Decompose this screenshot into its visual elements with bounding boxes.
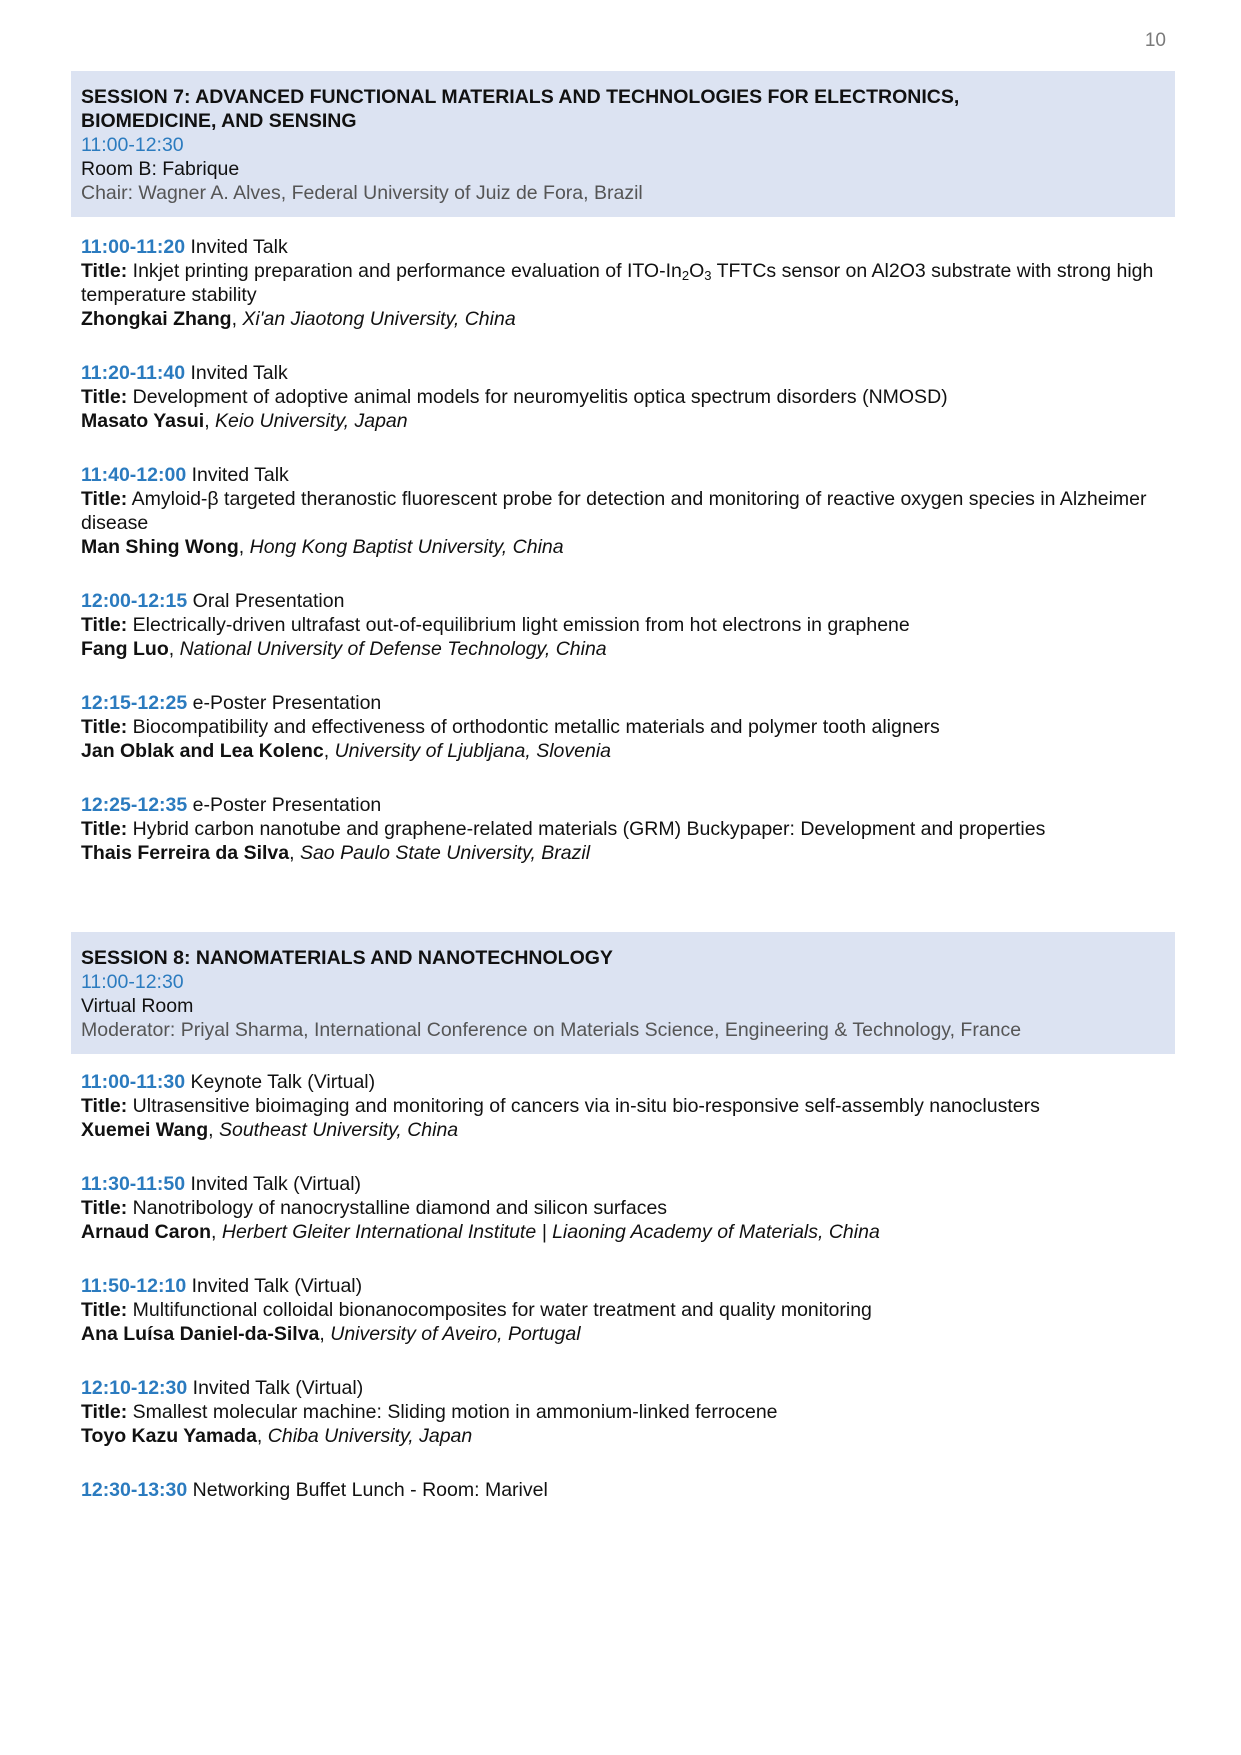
talk-author: Zhongkai Zhang (81, 308, 232, 330)
talk-time: 12:30-13:30 (81, 1479, 188, 1501)
talk-affiliation: University of Ljubljana, Slovenia (334, 740, 611, 762)
session-time: 11:00-12:30 (81, 971, 184, 993)
title-text: Nanotribology of nanocrystalline diamond and silicon surfaces (127, 1197, 668, 1219)
talk-title (81, 1298, 1171, 1322)
title-text: Inkjet printing preparation and performance evaluation of ITO-In (127, 260, 682, 282)
talk-title (81, 487, 1171, 535)
title-text: Ultrasensitive bioimaging and monitoring of cancers via in-situ bio-responsive self-assembly nanoclusters (127, 1095, 1040, 1117)
talk-affiliation: University of Aveiro, Portugal (330, 1323, 581, 1345)
title-label: Title: (81, 614, 128, 636)
talk-time: 12:15-12:25 (81, 692, 188, 714)
talk-item: 12:10-12:30 Invited Talk (Virtual) Title: Smallest molecular machine: Sliding motion in ammonium-linked ferrocene Toyo Kazu Yamada, Chiba University, Japan (81, 1376, 1171, 1448)
talk-item: 11:30-11:50 Invited Talk (Virtual) Title: Nanotribology of nanocrystalline diamond and silicon surfaces Arnaud Caron, Herbert Gleiter International Institute | Liaoning Academy of Materials, China (81, 1172, 1171, 1244)
talk-type: Invited Talk (185, 236, 288, 258)
talk-title (81, 1196, 1171, 1220)
title-label: Title: (81, 260, 128, 282)
session-8-talks (81, 1070, 1171, 1532)
title-text: Amyloid-β targeted theranostic fluorescent probe for detection and monitoring of reactive oxygen species in Alzheimer disease (81, 488, 1147, 534)
session-room: Room B: Fabrique (81, 158, 240, 180)
talk-title (81, 1094, 1171, 1118)
talk-title (81, 817, 1171, 841)
title-label: Title: (81, 716, 128, 738)
session-time: 11:00-12:30 (81, 134, 184, 156)
talk-affiliation: Hong Kong Baptist University, China (249, 536, 564, 558)
talk-time: 11:20-11:40 (81, 362, 186, 384)
title-label: Title: (81, 818, 128, 840)
talk-time: 11:00-11:30 (81, 1071, 186, 1093)
talk-affiliation: Herbert Gleiter International Institute | Liaoning Academy of Materials, China (221, 1221, 880, 1243)
talk-item: 11:20-11:40 Invited Talk Title: Development of adoptive animal models for neuromyelitis optica spectrum disorders (NMOSD) Masato Yasui, Keio University, Japan (81, 361, 1171, 433)
session-8-header (71, 932, 1175, 1054)
talk-author: Ana Luísa Daniel-da-Silva (81, 1323, 320, 1345)
talk-type: Invited Talk (185, 362, 288, 384)
talk-type: Invited Talk (186, 464, 289, 486)
title-text: O (689, 260, 705, 282)
title-text: TFTCs sensor on Al2O3 substrate with strong high temperature stability (81, 260, 1154, 306)
talk-title (81, 613, 1171, 637)
talk-time: 12:00-12:15 (81, 590, 188, 612)
talk-item: 12:00-12:15 Oral Presentation Title: Electrically-driven ultrafast out-of-equilibrium light emission from hot electrons in graphene Fang Luo, National University of Defense Technology, China (81, 589, 1171, 661)
title-text: Smallest molecular machine: Sliding motion in ammonium-linked ferrocene (127, 1401, 778, 1423)
talk-author: Thais Ferreira da Silva (81, 842, 290, 864)
talk-title (81, 1400, 1171, 1424)
talk-author: Toyo Kazu Yamada (81, 1425, 257, 1447)
talk-affiliation: Sao Paulo State University, Brazil (299, 842, 591, 864)
title-text: Development of adoptive animal models for neuromyelitis optica spectrum disorders (NMOSD) (127, 386, 948, 408)
talk-author: Jan Oblak and Lea Kolenc (81, 740, 324, 762)
talk-affiliation: Chiba University, Japan (267, 1425, 473, 1447)
page-number: 10 (1144, 30, 1166, 51)
talk-affiliation: Southeast University, China (218, 1119, 459, 1141)
talk-item: 11:50-12:10 Invited Talk (Virtual) Title: Multifunctional colloidal bionanocomposites for water treatment and quality monitoring Ana Luísa Daniel-da-Silva, University of Aveiro, Portugal (81, 1274, 1171, 1346)
title-label: Title: (81, 1401, 128, 1423)
session-title: SESSION 8: NANOMATERIALS AND NANOTECHNOLOGY (81, 947, 613, 969)
talk-time: 12:25-12:35 (81, 794, 188, 816)
lunch-text: Networking Buffet Lunch - Room: Marivel (187, 1479, 548, 1501)
title-label: Title: (81, 488, 128, 510)
talk-affiliation: Keio University, Japan (215, 410, 408, 432)
talk-type: e-Poster Presentation (187, 692, 382, 714)
lunch-item (81, 1478, 1171, 1502)
title-text: Hybrid carbon nanotube and graphene-related materials (GRM) Buckypaper: Development and properties (127, 818, 1046, 840)
talk-item: 12:15-12:25 e-Poster Presentation Title: Biocompatibility and effectiveness of orthodontic metallic materials and polymer tooth aligners Jan Oblak and Lea Kolenc, University of Ljubljana, Slovenia (81, 691, 1171, 763)
talk-item: 11:00-11:30 Keynote Talk (Virtual) Title: Ultrasensitive bioimaging and monitoring of cancers via in-situ bio-responsive self-assembly nanoclusters Xuemei Wang, Southeast University, China (81, 1070, 1171, 1142)
talk-time: 11:50-12:10 (81, 1275, 187, 1297)
session-7-header (71, 71, 1175, 217)
session-room: Virtual Room (81, 995, 194, 1017)
talk-type: Invited Talk (Virtual) (187, 1377, 364, 1399)
session-moderator: Moderator: Priyal Sharma, International Conference on Materials Science, Engineering & Technology, France (81, 1019, 1022, 1041)
talk-type: e-Poster Presentation (187, 794, 382, 816)
talk-type: Oral Presentation (187, 590, 345, 612)
talk-type: Keynote Talk (Virtual) (185, 1071, 376, 1093)
talk-author: Fang Luo (81, 638, 169, 660)
session-chair: Chair: Wagner A. Alves, Federal University of Juiz de Fora, Brazil (81, 182, 643, 204)
talk-type: Invited Talk (Virtual) (186, 1275, 363, 1297)
title-label: Title: (81, 1197, 128, 1219)
session-7-talks (81, 235, 1171, 895)
title-label: Title: (81, 1095, 128, 1117)
talk-time: 11:30-11:50 (81, 1173, 186, 1195)
talk-title (81, 715, 1171, 739)
talk-author: Man Shing Wong (81, 536, 239, 558)
subscript: 3 (704, 268, 712, 283)
talk-time: 11:00-11:20 (81, 236, 186, 258)
talk-affiliation: National University of Defense Technology, China (179, 638, 607, 660)
subscript: 2 (681, 268, 690, 283)
talk-item: 11:40-12:00 Invited Talk Title: Amyloid-β targeted theranostic fluorescent probe for detection and monitoring of reactive oxygen species in Alzheimer disease Man Shing Wong, Hong Kong Baptist University, China (81, 463, 1171, 559)
title-text: Electrically-driven ultrafast out-of-equilibrium light emission from hot electrons in graphene (127, 614, 910, 636)
title-label: Title: (81, 386, 128, 408)
talk-affiliation: Xi'an Jiaotong University, China (242, 308, 516, 330)
talk-author: Arnaud Caron (81, 1221, 212, 1243)
talk-author: Masato Yasui (81, 410, 205, 432)
session-title: SESSION 7: ADVANCED FUNCTIONAL MATERIALS AND TECHNOLOGIES FOR ELECTRONICS, BIOMEDICINE, AND SENSING (81, 86, 960, 132)
talk-item: 12:25-12:35 e-Poster Presentation Title: Hybrid carbon nanotube and graphene-related materials (GRM) Buckypaper: Development and properties Thais Ferreira da Silva, Sao Paulo State University, Brazil (81, 793, 1171, 865)
talk-title (81, 385, 1171, 409)
talk-type: Invited Talk (Virtual) (185, 1173, 362, 1195)
talk-author: Xuemei Wang (81, 1119, 209, 1141)
talk-time: 12:10-12:30 (81, 1377, 188, 1399)
talk-title (81, 259, 1171, 307)
title-label: Title: (81, 1299, 128, 1321)
talk-item: 11:00-11:20 Invited Talk Title: Inkjet printing preparation and performance evaluation of ITO-$In_2O_3$ TFTCs sensor on Al2O3 substrate with strong high temperature stability Zhongkai Zhang, Xi'an Jiaotong University, China (81, 235, 1171, 331)
talk-time: 11:40-12:00 (81, 464, 187, 486)
title-text: Biocompatibility and effectiveness of orthodontic metallic materials and polymer tooth aligners (127, 716, 940, 738)
title-text: Multifunctional colloidal bionanocomposites for water treatment and quality monitoring (127, 1299, 872, 1321)
